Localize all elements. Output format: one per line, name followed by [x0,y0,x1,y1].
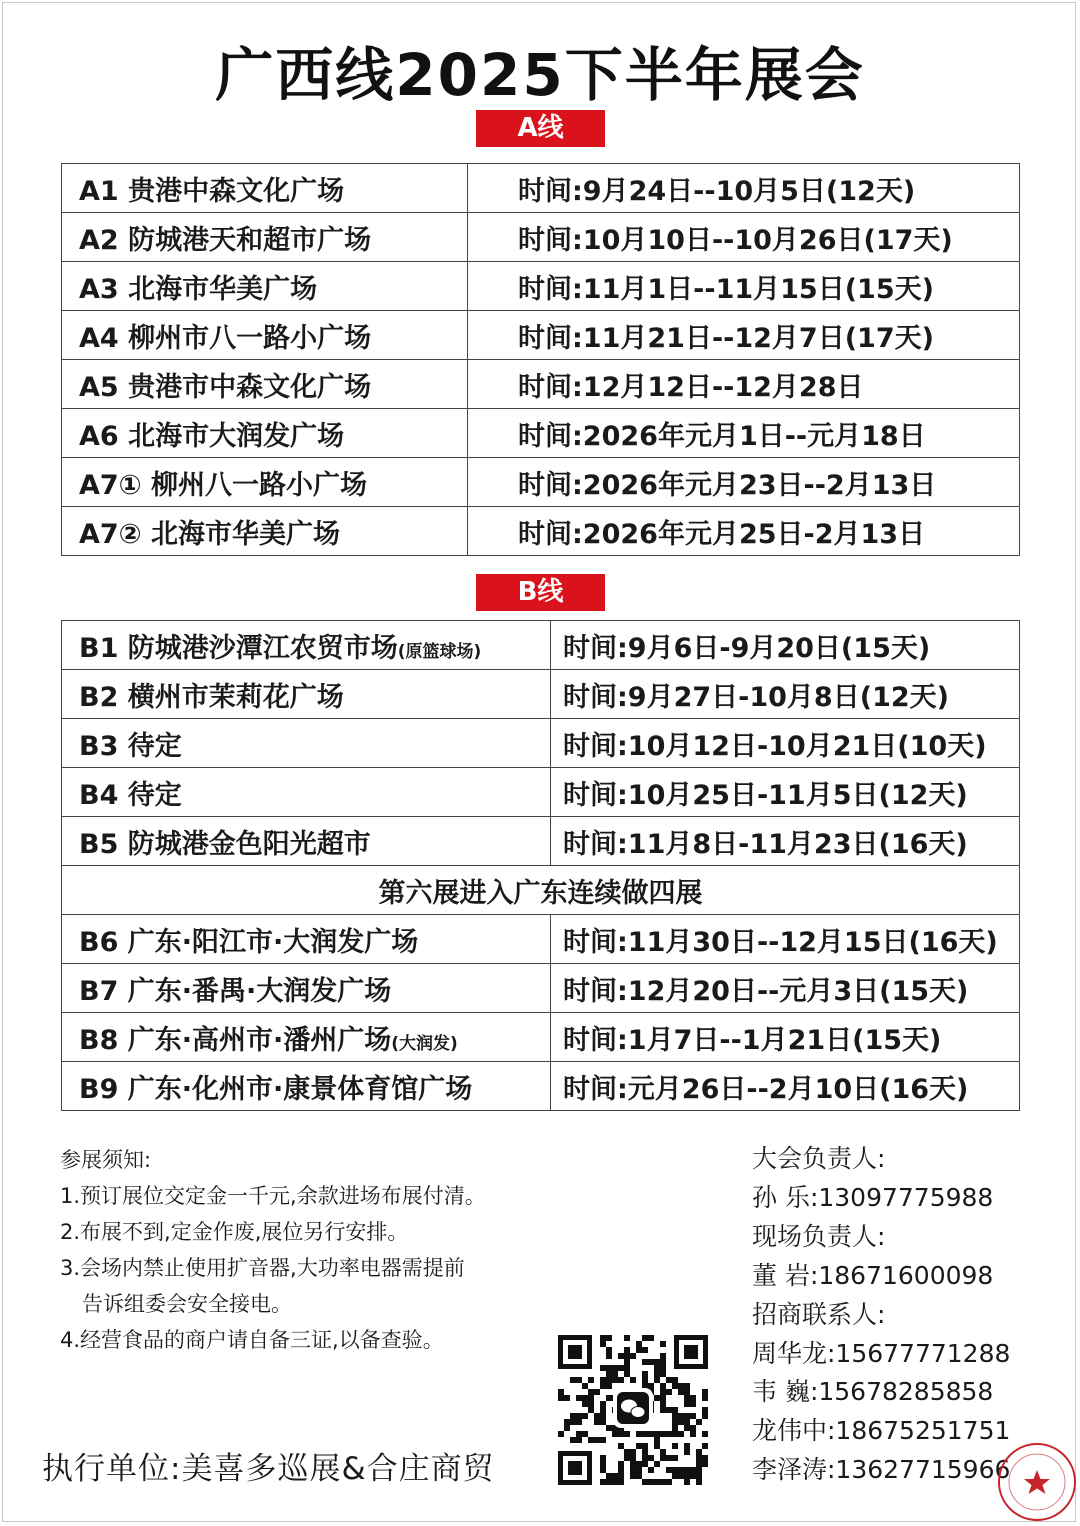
venue-cell: B9 广东·化州市·康景体育馆广场 [62,1062,551,1111]
exhibitor-notes [60,1142,486,1358]
contact-line: 周华龙:15677771288 [752,1338,1011,1368]
table-row [62,964,1020,1013]
table-row [62,866,1020,915]
venue-cell: A1 贵港中森文化广场 [62,164,468,213]
venue-cell: A6 北海市大润发广场 [62,409,468,458]
contact-line: 李泽涛:13627715966 [752,1455,1011,1485]
table-row [62,621,1020,670]
date-cell: 时间:10月25日-11月5日(12天) [551,768,1020,817]
table-row [62,1013,1020,1062]
table-row [62,458,1020,507]
table-row [62,507,1020,556]
table-row [62,1062,1020,1111]
venue-cell: B3 待定 [62,719,551,768]
date-cell: 时间:12月20日--元月3日(15天) [551,964,1020,1013]
venue-cell: B2 横州市茉莉花广场 [62,670,551,719]
line-b-table [61,620,1020,1111]
date-cell: 时间:2026年元月1日--元月18日 [468,409,1020,458]
contact-line: 现场负责人: [752,1221,886,1251]
contact-line: 韦 巍:15678285858 [752,1377,994,1407]
date-cell: 时间:9月6日-9月20日(15天) [551,621,1020,670]
venue-name: B8 广东·高州市·潘州广场 [79,1024,392,1056]
contact-list [752,1140,1010,1490]
guangdong-banner: 第六展进入广东连续做四展 [62,866,1020,915]
notes-heading: 参展须知: [60,1148,152,1172]
date-cell: 时间:10月12日-10月21日(10天) [551,719,1020,768]
note-item: 3.会场内禁止使用扩音器,大功率电器需提前 [60,1256,465,1280]
date-cell: 时间:9月24日--10月5日(12天) [468,164,1020,213]
page-title: 广西线2025下半年展会 [215,41,865,109]
date-cell: 时间:11月1日--11月15日(15天) [468,262,1020,311]
contact-line: 孙 乐:13097775988 [752,1182,994,1212]
venue-cell: B4 待定 [62,768,551,817]
note-item: 2.布展不到,定金作废,展位另行安排。 [60,1220,409,1244]
date-cell: 时间:11月8日-11月23日(16天) [551,817,1020,866]
contact-line: 龙伟中:18675251751 [752,1416,1011,1446]
line-b-badge: B线 [476,574,605,611]
line-a-badge: A线 [476,110,605,147]
table-row [62,768,1020,817]
venue-cell [62,1013,551,1062]
venue-note: (原篮球场) [397,641,482,662]
note-item: 4.经营食品的商户请自备三证,以备查验。 [60,1328,444,1352]
venue-cell: B6 广东·阳江市·大润发广场 [62,915,551,964]
contact-line: 董 岩:18671600098 [752,1260,994,1290]
venue-cell: A5 贵港市中森文化广场 [62,360,468,409]
executor-text: 执行单位:美喜多巡展&合庄商贸 [42,1451,495,1487]
date-cell: 时间:10月10日--10月26日(17天) [468,213,1020,262]
venue-cell [62,621,551,670]
venue-cell: A7① 柳州八一路小广场 [62,458,468,507]
table-row [62,409,1020,458]
table-row [62,670,1020,719]
date-cell: 时间:2026年元月25日-2月13日 [468,507,1020,556]
date-cell: 时间:11月30日--12月15日(16天) [551,915,1020,964]
wechat-qr-code-icon[interactable] [556,1333,710,1487]
venue-cell: A7② 北海市华美广场 [62,507,468,556]
venue-cell: B7 广东·番禺·大润发广场 [62,964,551,1013]
venue-name: B1 防城港沙潭江农贸市场 [79,632,398,664]
venue-note: (大润发) [391,1033,458,1054]
contact-line: 招商联系人: [752,1299,886,1329]
table-row [62,311,1020,360]
date-cell: 时间:9月27日-10月8日(12天) [551,670,1020,719]
date-cell: 时间:元月26日--2月10日(16天) [551,1062,1020,1111]
venue-cell: A4 柳州市八一路小广场 [62,311,468,360]
date-cell: 时间:12月12日--12月28日 [468,360,1020,409]
stamp-logo-icon [995,1440,1079,1524]
date-cell: 时间:11月21日--12月7日(17天) [468,311,1020,360]
line-a-table [61,163,1020,556]
venue-cell: B5 防城港金色阳光超市 [62,817,551,866]
table-row [62,719,1020,768]
table-row [62,360,1020,409]
table-row [62,164,1020,213]
note-item: 告诉组委会安全接电。 [82,1292,292,1316]
contact-line: 大会负责人: [752,1144,886,1173]
table-row [62,915,1020,964]
date-cell: 时间:2026年元月23日--2月13日 [468,458,1020,507]
note-item: 1.预订展位交定金一千元,余款进场布展付清。 [60,1184,486,1208]
table-row [62,817,1020,866]
table-row [62,262,1020,311]
venue-cell: A3 北海市华美广场 [62,262,468,311]
table-row [62,213,1020,262]
venue-cell: A2 防城港天和超市广场 [62,213,468,262]
date-cell: 时间:1月7日--1月21日(15天) [551,1013,1020,1062]
